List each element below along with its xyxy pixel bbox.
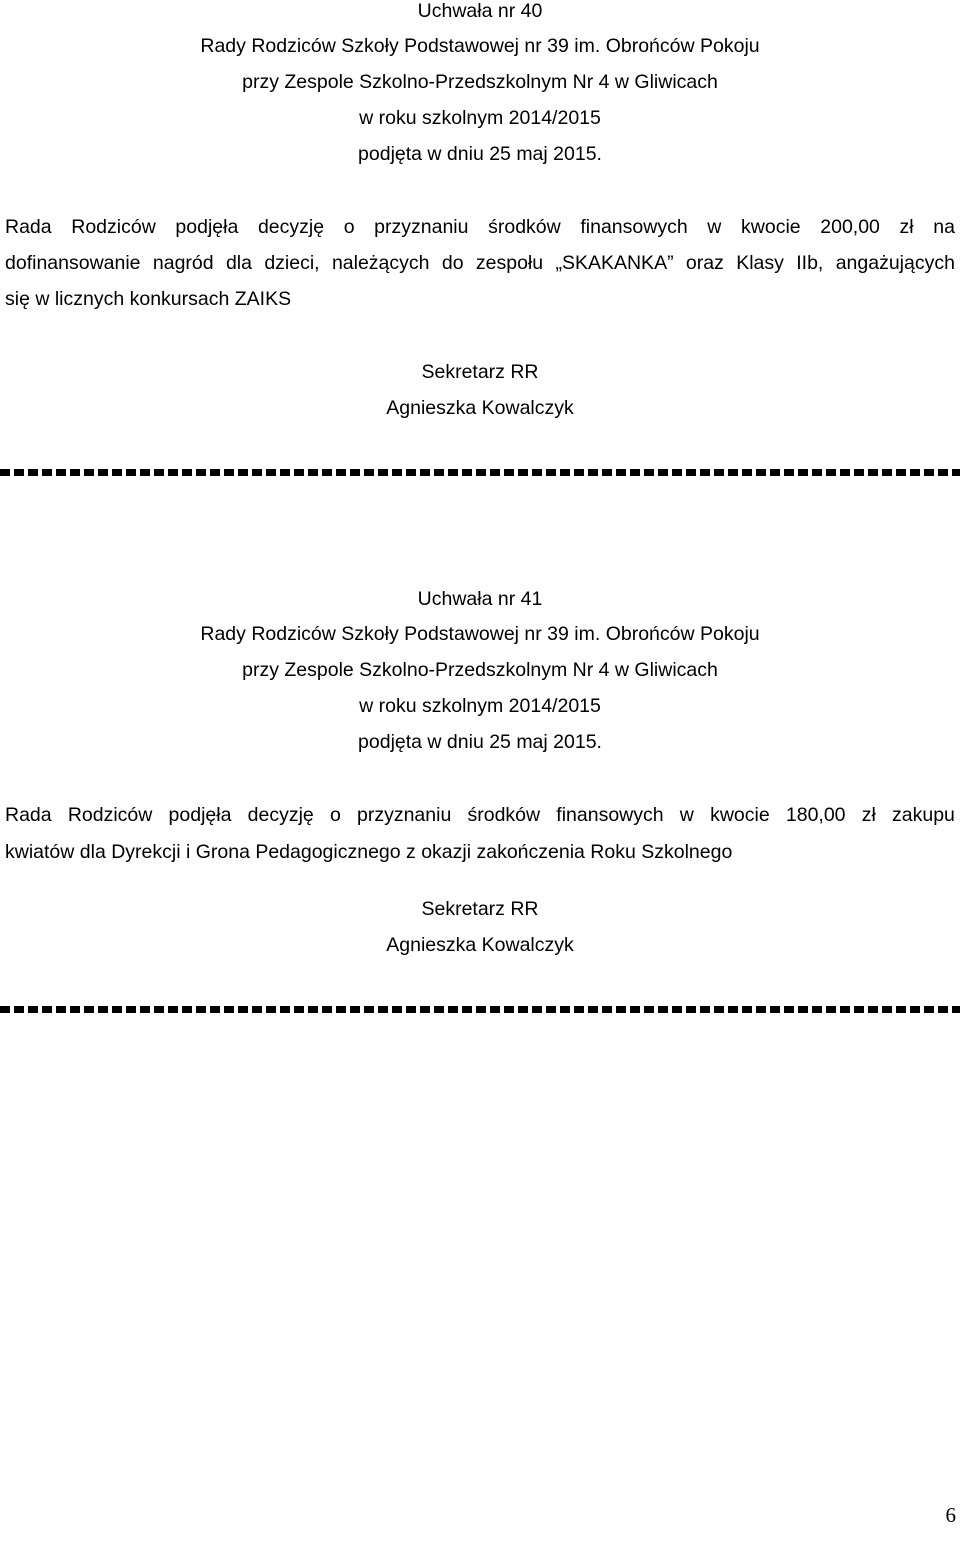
resolution-title: Uchwała nr 40 bbox=[417, 0, 543, 22]
word: Rada bbox=[5, 216, 52, 238]
word: środków bbox=[488, 216, 561, 238]
resolution-body-line bbox=[5, 802, 955, 828]
word: przyznaniu bbox=[356, 804, 452, 826]
word: 180,00 bbox=[785, 804, 846, 826]
dashed-divider bbox=[0, 1006, 960, 1013]
resolution-body-line bbox=[5, 250, 955, 276]
word: decyzję bbox=[257, 216, 325, 238]
word: oraz bbox=[685, 252, 724, 274]
signature-title: Sekretarz RR bbox=[421, 898, 539, 920]
word: o bbox=[329, 804, 341, 826]
word: o bbox=[343, 216, 355, 238]
school-year: w roku szkolnym 2014/2015 bbox=[359, 107, 601, 129]
word: IIb, bbox=[796, 252, 824, 274]
page-number: 6 bbox=[945, 1503, 956, 1527]
school-year: w roku szkolnym 2014/2015 bbox=[359, 695, 601, 717]
word: podjęła bbox=[168, 804, 232, 826]
word: decyzję bbox=[247, 804, 314, 826]
word: na bbox=[933, 216, 955, 238]
word: Rodziców bbox=[67, 804, 153, 826]
resolution-body-line: się w licznych konkursach ZAIKS bbox=[5, 288, 292, 310]
word: nagród bbox=[152, 252, 214, 274]
word: do bbox=[441, 252, 464, 274]
resolution-title: Uchwała nr 41 bbox=[417, 588, 543, 610]
adoption-date: podjęta w dniu 25 maj 2015. bbox=[358, 731, 602, 753]
word: w bbox=[707, 216, 722, 238]
word: Rodziców bbox=[71, 216, 156, 238]
word: 200,00 bbox=[820, 216, 880, 238]
council-name: Rady Rodziców Szkoły Podstawowej nr 39 im. Obrońców Pokoju bbox=[200, 623, 760, 645]
word: Klasy bbox=[736, 252, 784, 274]
school-complex: przy Zespole Szkolno-Przedszkolnym Nr 4 w Gliwicach bbox=[242, 71, 718, 93]
word: kwocie bbox=[710, 804, 770, 826]
word: podjęła bbox=[175, 216, 239, 238]
resolution-body-line: kwiatów dla Dyrekcji i Grona Pedagogicznego z okazji zakończenia Roku Szkolnego bbox=[5, 841, 733, 863]
word: kwocie bbox=[741, 216, 801, 238]
signature-title: Sekretarz RR bbox=[421, 361, 539, 383]
word: angażujących bbox=[835, 252, 955, 274]
word: w bbox=[679, 804, 694, 826]
word: zespołu bbox=[475, 252, 544, 274]
word: środków bbox=[467, 804, 541, 826]
resolution-body-line bbox=[5, 214, 955, 240]
dashed-divider bbox=[0, 469, 960, 476]
word: „SKAKANKA” bbox=[555, 252, 674, 274]
adoption-date: podjęta w dniu 25 maj 2015. bbox=[358, 143, 602, 165]
school-complex: przy Zespole Szkolno-Przedszkolnym Nr 4 w Gliwicach bbox=[242, 659, 718, 681]
word: przyznaniu bbox=[374, 216, 469, 238]
word: zakupu bbox=[892, 804, 955, 826]
word: Rada bbox=[5, 804, 52, 826]
word: finansowych bbox=[556, 804, 664, 826]
word: zł bbox=[899, 216, 914, 238]
signature-name: Agnieszka Kowalczyk bbox=[386, 934, 574, 956]
signature-name: Agnieszka Kowalczyk bbox=[386, 397, 574, 419]
word: dofinansowanie bbox=[5, 252, 141, 274]
word: zł bbox=[861, 804, 876, 826]
council-name: Rady Rodziców Szkoły Podstawowej nr 39 im. Obrońców Pokoju bbox=[200, 35, 760, 57]
word: finansowych bbox=[580, 216, 688, 238]
word: dla bbox=[225, 252, 252, 274]
word: dzieci, bbox=[264, 252, 320, 274]
word: należących bbox=[331, 252, 430, 274]
